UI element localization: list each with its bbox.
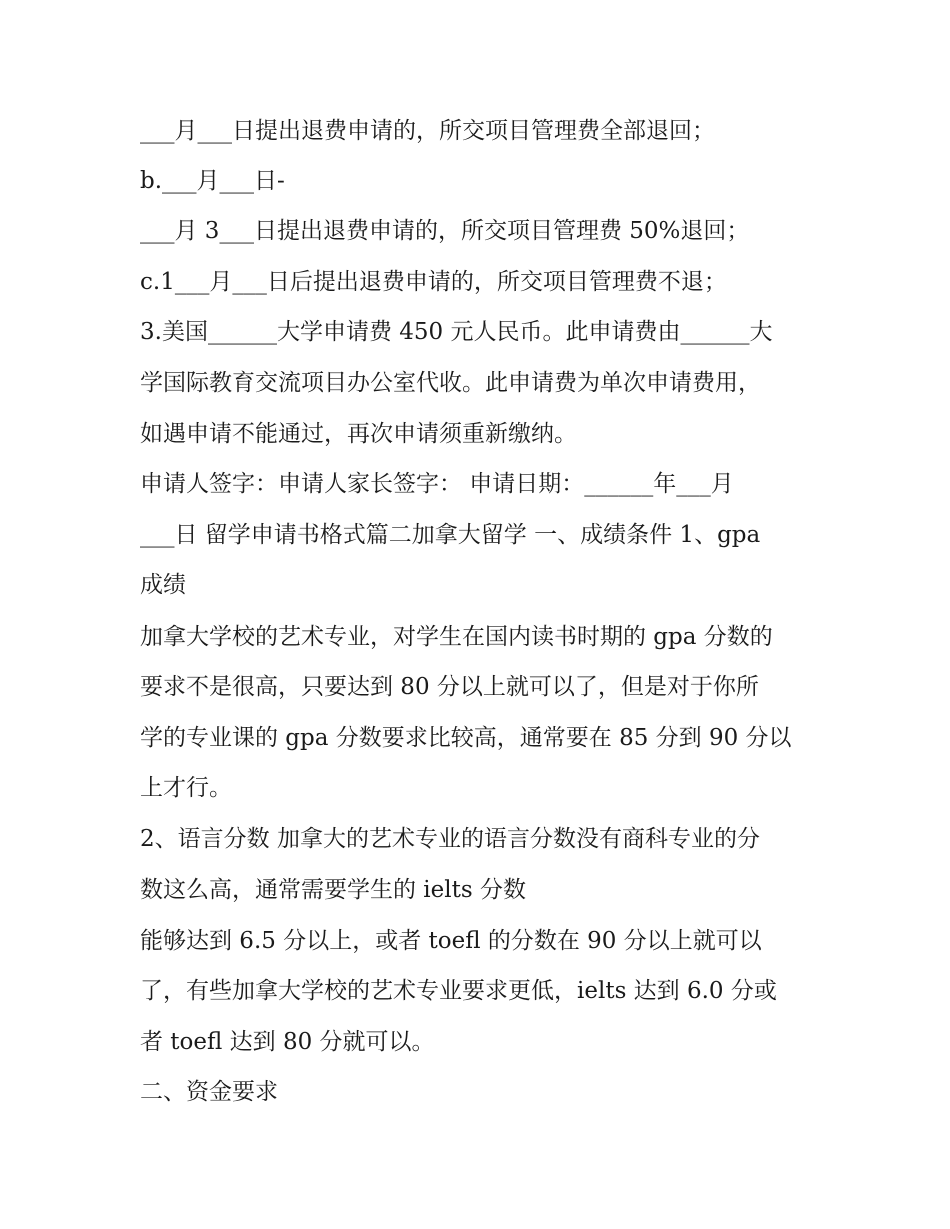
text-line: 学国际教育交流项目办公室代收。此申请费为单次申请费用， (140, 370, 761, 396)
text-line: 上才行。 (140, 775, 232, 801)
text-line: ___月 3___日提出退费申请的，所交项目管理费 50%退回； (140, 218, 750, 244)
text-line: 如遇申请不能通过，再次申请须重新缴纳。 (140, 421, 577, 447)
text-line: 3.美国______大学申请费 450 元人民币。此申请费由______大 (140, 319, 773, 345)
text-line: 2、语言分数 加拿大的艺术专业的语言分数没有商科专业的分 (140, 826, 760, 852)
text-line: ___月___日提出退费申请的，所交项目管理费全部退回； (140, 118, 715, 144)
text-line: 成绩 (140, 572, 186, 598)
text-line: 了，有些加拿大学校的艺术专业要求更低，ielts 达到 6.0 分或 (140, 978, 777, 1004)
text-line: 数这么高，通常需要学生的 ielts 分数 (140, 877, 526, 903)
text-line: 能够达到 6.5 分以上，或者 toefl 的分数在 90 分以上就可以 (140, 928, 762, 954)
text-line: b.___月___日- (140, 168, 285, 194)
text-line: 二、资金要求 (140, 1079, 278, 1105)
text-line: c.1___月___日后提出退费申请的，所交项目管理费不退； (140, 269, 727, 295)
text-line: 学的专业课的 gpa 分数要求比较高，通常要在 85 分到 90 分以 (140, 725, 792, 751)
text-line: 申请人签字：申请人家长签字： 申请日期：______年___月 (140, 471, 734, 497)
text-line: 加拿大学校的艺术专业，对学生在国内读书时期的 gpa 分数的 (140, 624, 773, 650)
text-line: ___日 留学申请书格式篇二加拿大留学 一、成绩条件 1、gpa (140, 522, 761, 548)
text-line: 者 toefl 达到 80 分就可以。 (140, 1029, 435, 1055)
text-line: 要求不是很高，只要达到 80 分以上就可以了，但是对于你所 (140, 674, 759, 700)
